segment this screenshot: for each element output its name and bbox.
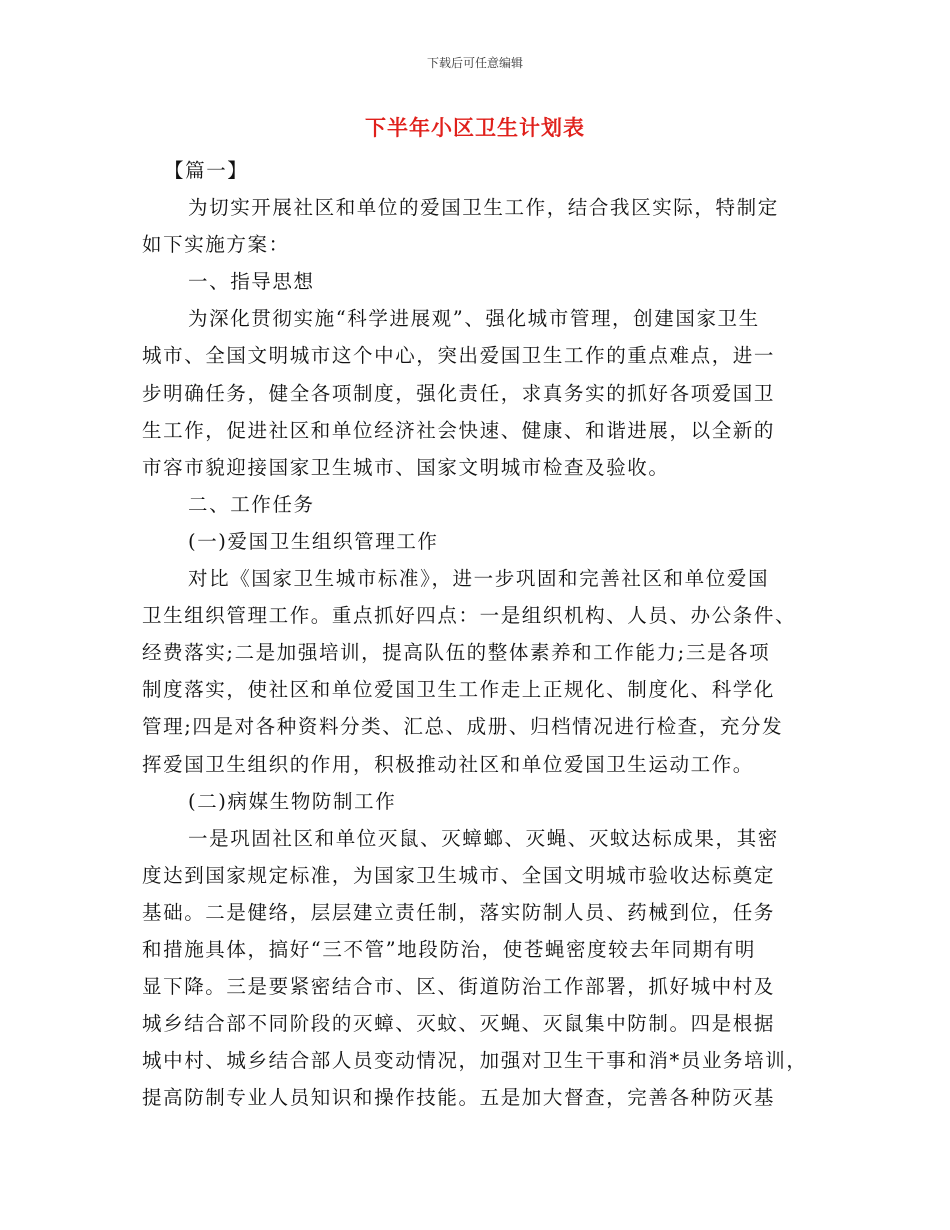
text-line: 卫生组织管理工作。重点抓好四点：一是组织机构、人员、办公条件、 <box>142 604 797 628</box>
text-line: 生工作，促进社区和单位经济社会快速、健康、和谐进展，以全新的 <box>142 418 776 442</box>
text-line: 为切实开展社区和单位的爱国卫生工作，结合我区实际，特制定 <box>188 196 779 220</box>
document-body <box>142 152 812 1116</box>
text-line: 显下降。三是要紧密结合市、区、街道防治工作部署，抓好城中村及 <box>142 975 776 999</box>
text-line: 基础。二是健络，层层建立责任制，落实防制人员、药械到位，任务 <box>142 900 776 924</box>
text-line: 挥爱国卫生组织的作用，积极推动社区和单位爱国卫生运动工作。 <box>142 752 754 776</box>
text-line: 和措施具体，搞好“三不管”地段防治，使苍蝇密度较去年同期有明 <box>142 937 756 961</box>
text-line: 度达到国家规定标准，为国家卫生城市、全国文明城市验收达标奠定 <box>142 863 776 887</box>
text-line: 为深化贯彻实施“科学进展观”、强化城市管理，创建国家卫生 <box>188 307 760 331</box>
text-line: 管理;四是对各种资料分类、汇总、成册、归档情况进行检查，充分发 <box>142 715 784 739</box>
text-line: 对比《国家卫生城市标准》，进一步巩固和完善社区和单位爱国 <box>188 567 770 591</box>
text-line: 如下实施方案： <box>142 233 290 257</box>
text-line: 步明确任务，健全各项制度，强化责任，求真务实的抓好各项爱国卫 <box>142 381 776 405</box>
text-line: 经费落实;二是加强培训，提高队伍的整体素养和工作能力;三是各项 <box>142 641 771 665</box>
text-line: 城市、全国文明城市这个中心，突出爱国卫生工作的重点难点，进一 <box>142 344 776 368</box>
text-line: 一、指导思想 <box>188 270 315 294</box>
text-line: 提高防制专业人员知识和操作技能。五是加大督查，完善各种防灭基 <box>142 1086 776 1110</box>
text-line: 城中村、城乡结合部人员变动情况，加强对卫生干事和消*员业务培训， <box>142 1049 808 1073</box>
text-line: 城乡结合部不同阶段的灭蟑、灭蚊、灭蝇、灭鼠集中防制。四是根据 <box>142 1012 776 1036</box>
paragraph-lines <box>142 189 812 1116</box>
text-line: 二、工作任务 <box>188 492 315 516</box>
document-title: 下半年小区卫生计划表 <box>365 116 585 140</box>
text-line: 一是巩固社区和单位灭鼠、灭蟑螂、灭蝇、灭蚊达标成果，其密 <box>188 826 779 850</box>
section-label: 【篇一】 <box>164 159 249 182</box>
text-line: (二)病媒生物防制工作 <box>188 789 397 813</box>
header-note: 下载后可任意编辑 <box>426 56 523 70</box>
text-line: 市容市貌迎接国家卫生城市、国家文明城市检查及验收。 <box>142 455 670 479</box>
text-line: 制度落实，使社区和单位爱国卫生工作走上正规化、制度化、科学化 <box>142 678 776 702</box>
text-line: (一)爱国卫生组织管理工作 <box>188 529 439 553</box>
